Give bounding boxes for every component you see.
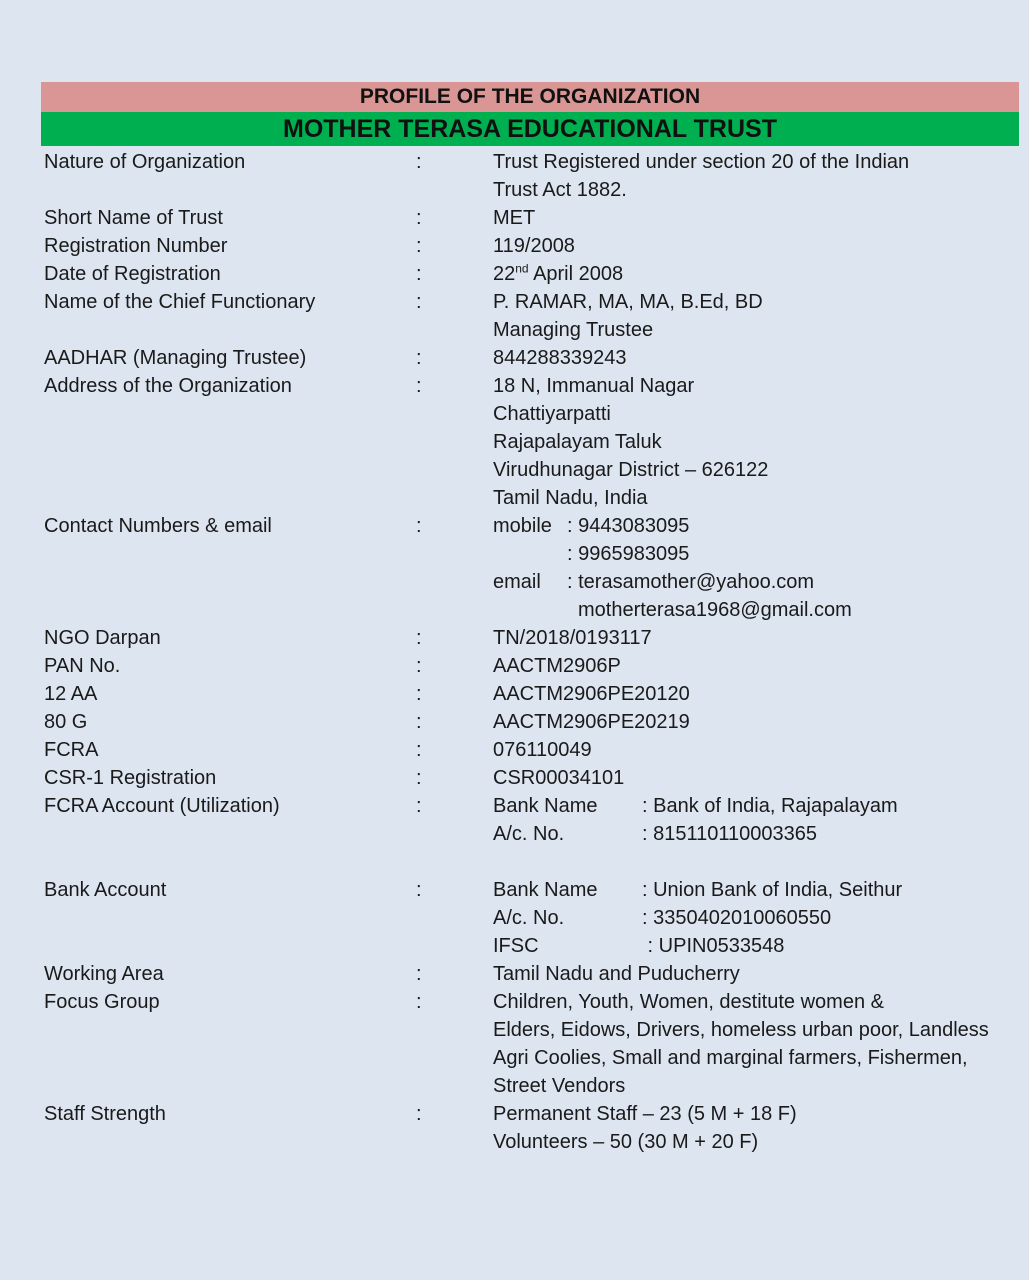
value-line: Agri Coolies, Small and marginal farmers, Fishermen,	[493, 1047, 968, 1069]
colon: :	[416, 207, 422, 229]
label-bank-account: Bank Account	[44, 879, 167, 901]
value-line: Elders, Eidows, Drivers, homeless urban poor, Landless	[493, 1019, 989, 1041]
label-fcra-account: FCRA Account (Utilization)	[44, 795, 280, 817]
value-line: P. RAMAR, MA, MA, B.Ed, BD	[493, 291, 763, 313]
row-aadhar	[44, 344, 1014, 372]
value-focus-group	[493, 988, 1014, 1100]
bank-name-key: Bank Name	[493, 795, 598, 817]
colon: :	[416, 795, 422, 817]
value-line: Rajapalayam Taluk	[493, 431, 662, 453]
value-line: Children, Youth, Women, destitute women &	[493, 991, 884, 1013]
label-registration-number: Registration Number	[44, 235, 228, 257]
value-line: Chattiyarpatti	[493, 403, 611, 425]
value-address	[493, 372, 1014, 512]
row-12aa	[44, 680, 1014, 708]
value-aadhar: 844288339243	[493, 347, 627, 369]
colon: :	[416, 627, 422, 649]
row-nature	[44, 148, 1014, 204]
value-chief-functionary	[493, 288, 1014, 344]
row-focus-group	[44, 988, 1014, 1100]
label-fcra: FCRA	[44, 739, 99, 761]
ifsc-value: : UPIN0533548	[642, 935, 785, 957]
label-address: Address of the Organization	[44, 375, 292, 397]
value-staff-strength	[493, 1100, 1014, 1156]
value-nature	[493, 148, 1014, 204]
date-day: 22	[493, 263, 516, 285]
label-working-area: Working Area	[44, 963, 164, 985]
row-fcra-account	[44, 792, 1014, 876]
row-80g	[44, 708, 1014, 736]
account-number-line	[493, 904, 1014, 932]
label-nature: Nature of Organization	[44, 151, 246, 173]
account-number-key: A/c. No.	[493, 907, 565, 929]
value-line: Permanent Staff – 23 (5 M + 18 F)	[493, 1103, 797, 1125]
row-registration-date	[44, 260, 1014, 288]
label-csr: CSR-1 Registration	[44, 767, 217, 789]
row-csr	[44, 764, 1014, 792]
row-short-name	[44, 204, 1014, 232]
colon: :	[416, 515, 422, 537]
label-registration-date: Date of Registration	[44, 263, 221, 285]
label-chief-functionary: Name of the Chief Functionary	[44, 291, 316, 313]
row-bank-account	[44, 876, 1014, 960]
colon: :	[416, 767, 422, 789]
row-address	[44, 372, 1014, 512]
row-contact	[44, 512, 1014, 624]
colon: :	[416, 739, 422, 761]
bank-name-line	[493, 876, 1014, 904]
row-working-area	[44, 960, 1014, 988]
value-line: Tamil Nadu, India	[493, 487, 648, 509]
colon: :	[416, 1103, 422, 1125]
value-line: Managing Trustee	[493, 319, 654, 341]
label-ngo-darpan: NGO Darpan	[44, 627, 161, 649]
label-aadhar: AADHAR (Managing Trustee)	[44, 347, 307, 369]
row-ngo-darpan	[44, 624, 1014, 652]
colon: :	[416, 879, 422, 901]
email-address: motherterasa1968@gmail.com	[578, 599, 852, 621]
value-registration-number: 119/2008	[493, 235, 575, 257]
colon: :	[416, 711, 422, 733]
value-ngo-darpan: TN/2018/0193117	[493, 627, 652, 649]
value-80g: AACTM2906PE20219	[493, 711, 690, 733]
colon: :	[416, 683, 422, 705]
value-line: Volunteers – 50 (30 M + 20 F)	[493, 1131, 759, 1153]
account-number-line	[493, 820, 1014, 848]
mobile-number: : 9443083095	[567, 515, 690, 537]
email-key: email	[493, 571, 541, 593]
value-fcra: 076110049	[493, 739, 592, 761]
email-address: : terasamother@yahoo.com	[567, 571, 815, 593]
bank-name-key: Bank Name	[493, 879, 598, 901]
bank-name-value: : Bank of India, Rajapalayam	[642, 795, 898, 817]
colon: :	[416, 235, 422, 257]
row-staff-strength	[44, 1100, 1014, 1156]
row-registration-number	[44, 232, 1014, 260]
colon: :	[416, 655, 422, 677]
bank-name-value: : Union Bank of India, Seithur	[642, 879, 903, 901]
bank-name-line	[493, 792, 1014, 820]
value-line: Street Vendors	[493, 1075, 626, 1097]
value-csr: CSR00034101	[493, 767, 625, 789]
date-suffix: nd	[515, 261, 529, 276]
row-pan	[44, 652, 1014, 680]
value-12aa: AACTM2906PE20120	[493, 683, 690, 705]
organization-name: MOTHER TERASA EDUCATIONAL TRUST	[41, 112, 1019, 146]
value-line: Trust Registered under section 20 of the Indian	[493, 151, 910, 173]
ifsc-line	[493, 932, 1014, 960]
colon: :	[416, 291, 422, 313]
mobile-line	[493, 512, 1014, 540]
colon: :	[416, 347, 422, 369]
mobile-number: : 9965983095	[567, 543, 690, 565]
value-pan: AACTM2906P	[493, 655, 621, 677]
label-80g: 80 G	[44, 711, 88, 733]
label-focus-group: Focus Group	[44, 991, 160, 1013]
account-number-key: A/c. No.	[493, 823, 565, 845]
email-line	[493, 568, 1014, 596]
value-registration-date	[493, 260, 1014, 288]
date-rest: April 2008	[528, 263, 624, 285]
value-contact	[493, 512, 1014, 624]
colon: :	[416, 991, 422, 1013]
colon: :	[416, 263, 422, 285]
label-12aa: 12 AA	[44, 683, 98, 705]
label-contact: Contact Numbers & email	[44, 515, 272, 537]
value-line: Trust Act 1882.	[493, 179, 627, 201]
profile-title: PROFILE OF THE ORGANIZATION	[41, 82, 1019, 112]
value-bank-account	[493, 876, 1014, 960]
spacer	[493, 848, 1014, 876]
label-staff-strength: Staff Strength	[44, 1103, 166, 1125]
colon: :	[416, 963, 422, 985]
row-fcra	[44, 736, 1014, 764]
colon: :	[416, 375, 422, 397]
mobile-key: mobile	[493, 515, 552, 537]
profile-table	[44, 148, 1014, 1156]
account-number-value: : 3350402010060550	[642, 907, 832, 929]
value-fcra-account	[493, 792, 1014, 876]
value-working-area: Tamil Nadu and Puducherry	[493, 963, 740, 985]
label-pan: PAN No.	[44, 655, 121, 677]
ifsc-key: IFSC	[493, 935, 539, 957]
account-number-value: : 815110110003365	[642, 823, 817, 845]
label-short-name: Short Name of Trust	[44, 207, 223, 229]
value-short-name: MET	[493, 207, 536, 229]
colon: :	[416, 151, 422, 173]
row-chief-functionary	[44, 288, 1014, 344]
value-line: Virudhunagar District – 626122	[493, 459, 769, 481]
value-line: 18 N, Immanual Nagar	[493, 375, 695, 397]
